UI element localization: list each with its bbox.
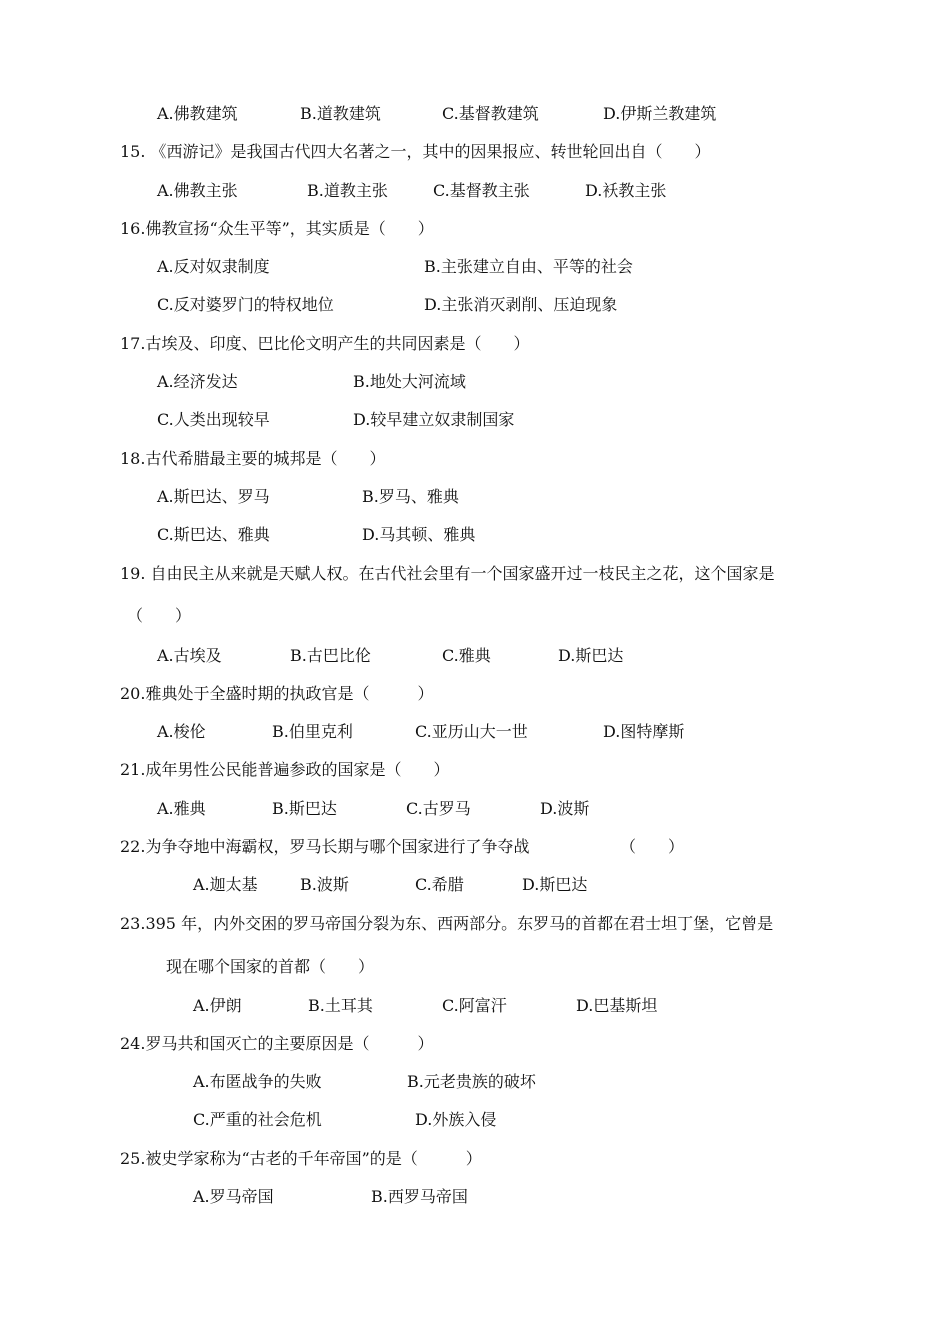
q24-option-b: B.元老贵族的破坏 bbox=[407, 1072, 536, 1091]
q21-option-d: D.波斯 bbox=[540, 799, 590, 818]
q25-stem: 25.被史学家称为“古老的千年帝国”的是（ ） bbox=[120, 1149, 482, 1168]
q18-option-a: A.斯巴达、罗马 bbox=[157, 487, 270, 506]
q20-stem: 20.雅典处于全盛时期的执政官是（ ） bbox=[120, 684, 434, 703]
q19-option-b: B.古巴比伦 bbox=[290, 646, 371, 665]
q19-option-d: D.斯巴达 bbox=[558, 646, 624, 665]
q20-option-a: A.梭伦 bbox=[157, 722, 206, 741]
q21-option-a: A.雅典 bbox=[157, 799, 206, 818]
q14-option-b: B.道教建筑 bbox=[300, 104, 381, 123]
q18-stem: 18.古代希腊最主要的城邦是（ ） bbox=[120, 449, 386, 468]
q19-option-a: A.古埃及 bbox=[157, 646, 222, 665]
q24-stem: 24.罗马共和国灭亡的主要原因是（ ） bbox=[120, 1034, 434, 1053]
q21-option-b: B.斯巴达 bbox=[272, 799, 337, 818]
q22-option-b: B.波斯 bbox=[300, 875, 349, 894]
q17-option-c: C.人类出现较早 bbox=[157, 410, 270, 429]
q15-stem: 15. 《西游记》是我国古代四大名著之一，其中的因果报应、转世轮回出自（ ） bbox=[120, 142, 711, 161]
q14-option-a: A.佛教建筑 bbox=[157, 104, 238, 123]
q18-option-d: D.马其顿、雅典 bbox=[362, 525, 476, 544]
q20-option-b: B.伯里克利 bbox=[272, 722, 353, 741]
q16-option-d: D.主张消灭剥削、压迫现象 bbox=[424, 295, 618, 314]
q24-option-a: A.布匿战争的失败 bbox=[193, 1072, 322, 1091]
q22-option-d: D.斯巴达 bbox=[522, 875, 588, 894]
q16-option-b: B.主张建立自由、平等的社会 bbox=[424, 257, 633, 276]
q15-option-a: A.佛教主张 bbox=[157, 181, 238, 200]
q22-option-a: A.迦太基 bbox=[193, 875, 258, 894]
q16-option-c: C.反对婆罗门的特权地位 bbox=[157, 295, 334, 314]
q22-option-c: C.希腊 bbox=[415, 875, 464, 894]
q21-option-c: C.古罗马 bbox=[406, 799, 471, 818]
q23-stem: 23.395 年，内外交困的罗马帝国分裂为东、西两部分。东罗马的首都在君士坦丁堡，它曾是 bbox=[120, 914, 774, 933]
q19-option-c: C.雅典 bbox=[442, 646, 491, 665]
q17-option-b: B.地处大河流域 bbox=[353, 372, 466, 391]
q23-stem-continued: 现在哪个国家的首都（ ） bbox=[166, 957, 375, 976]
q23-option-b: B.土耳其 bbox=[308, 996, 373, 1015]
q18-option-c: C.斯巴达、雅典 bbox=[157, 525, 270, 544]
q23-option-a: A.伊朗 bbox=[193, 996, 242, 1015]
q19-stem: 19. 自由民主从来就是天赋人权。在古代社会里有一个国家盛开过一枝民主之花，这个国家是 bbox=[120, 564, 775, 583]
q20-option-d: D.图特摩斯 bbox=[603, 722, 685, 741]
q17-option-a: A.经济发达 bbox=[157, 372, 238, 391]
q22-answer-paren: （ ） bbox=[620, 837, 685, 856]
q24-option-d: D.外族入侵 bbox=[415, 1110, 497, 1129]
q14-option-d: D.伊斯兰教建筑 bbox=[603, 104, 717, 123]
q23-option-d: D.巴基斯坦 bbox=[576, 996, 658, 1015]
q25-option-b: B.西罗马帝国 bbox=[371, 1187, 468, 1206]
q20-option-c: C.亚历山大一世 bbox=[415, 722, 528, 741]
q15-option-d: D.袄教主张 bbox=[585, 181, 667, 200]
q24-option-c: C.严重的社会危机 bbox=[193, 1110, 322, 1129]
q19-answer-paren: （ ） bbox=[127, 606, 192, 625]
q16-stem: 16.佛教宣扬“众生平等”，其实质是（ ） bbox=[120, 219, 434, 238]
q25-option-a: A.罗马帝国 bbox=[193, 1187, 274, 1206]
q15-option-b: B.道教主张 bbox=[307, 181, 388, 200]
q16-option-a: A.反对奴隶制度 bbox=[157, 257, 270, 276]
q22-stem: 22.为争夺地中海霸权，罗马长期与哪个国家进行了争夺战 bbox=[120, 837, 530, 856]
q17-option-d: D.较早建立奴隶制国家 bbox=[353, 410, 515, 429]
q23-option-c: C.阿富汗 bbox=[442, 996, 507, 1015]
q18-option-b: B.罗马、雅典 bbox=[362, 487, 459, 506]
q14-option-c: C.基督教建筑 bbox=[442, 104, 539, 123]
q17-stem: 17.古埃及、印度、巴比伦文明产生的共同因素是（ ） bbox=[120, 334, 530, 353]
q15-option-c: C.基督教主张 bbox=[433, 181, 530, 200]
q21-stem: 21.成年男性公民能普遍参政的国家是（ ） bbox=[120, 760, 450, 779]
